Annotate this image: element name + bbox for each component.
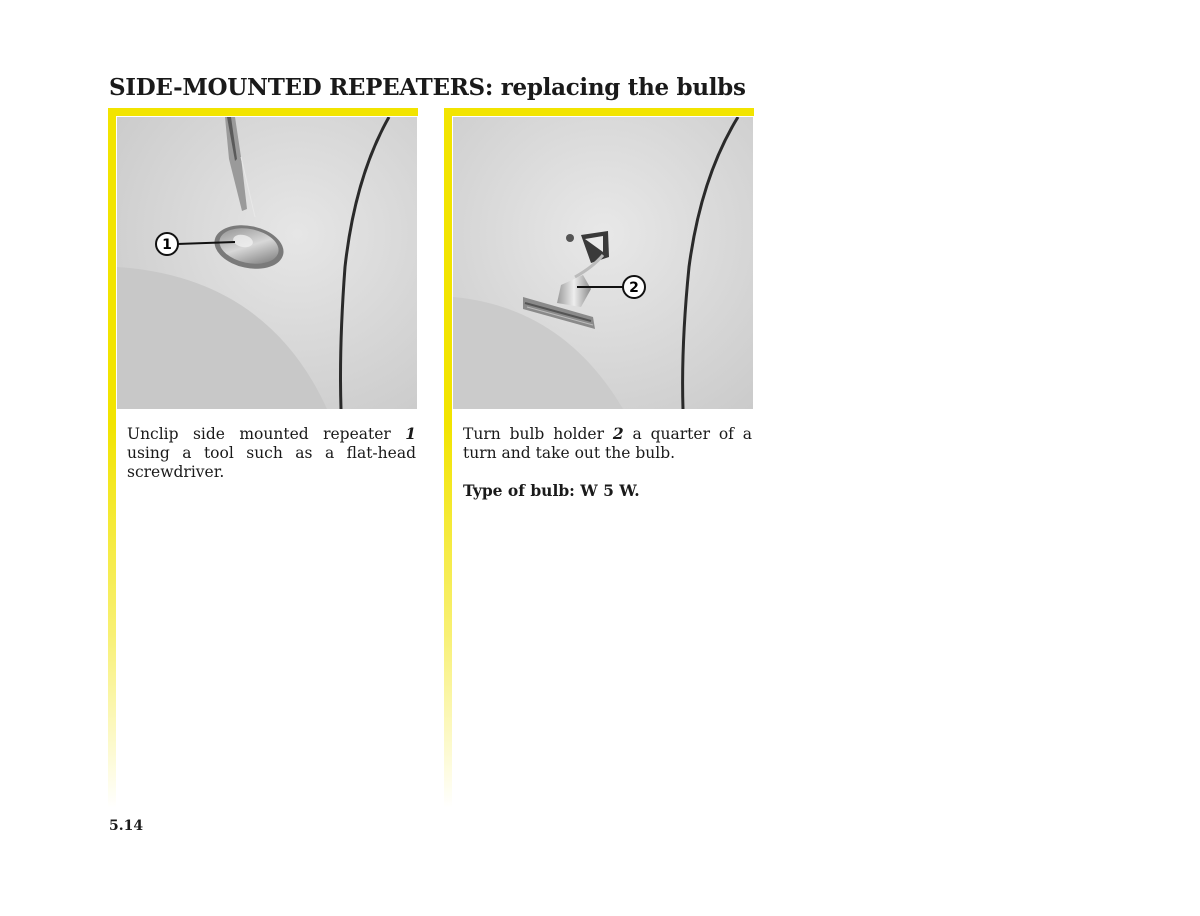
right-column	[444, 108, 754, 808]
left-caption-ref: 1	[405, 424, 416, 443]
page-title-main: SIDE-MOUNTED REPEATERS:	[109, 74, 494, 101]
left-caption-before: Unclip side mounted repeater	[127, 425, 406, 443]
callout-2: 2	[629, 280, 639, 296]
yellow-side-bar	[444, 108, 452, 808]
right-caption	[463, 424, 752, 463]
yellow-top-bar	[444, 108, 754, 116]
photo-bulb-holder	[453, 117, 753, 409]
right-caption-after: a quarter of a turn and take out the bulb.	[463, 425, 753, 462]
photo-repeater-unclip	[117, 117, 417, 409]
callout-1: 1	[162, 237, 172, 253]
yellow-top-bar	[108, 108, 418, 116]
left-caption	[127, 424, 416, 482]
page-title-sub: replacing the bulbs	[493, 74, 746, 101]
right-caption-ref: 2	[612, 424, 624, 443]
left-column	[108, 108, 418, 808]
page-number: 5.14	[109, 818, 144, 834]
left-caption-after: using a tool such as a flat-head screwdriver.	[127, 444, 416, 481]
bulb-type-note: Type of bulb: W 5 W.	[463, 481, 640, 500]
page-title	[109, 74, 746, 101]
right-caption-before: Turn bulb holder	[463, 425, 613, 443]
yellow-side-bar	[108, 108, 116, 808]
